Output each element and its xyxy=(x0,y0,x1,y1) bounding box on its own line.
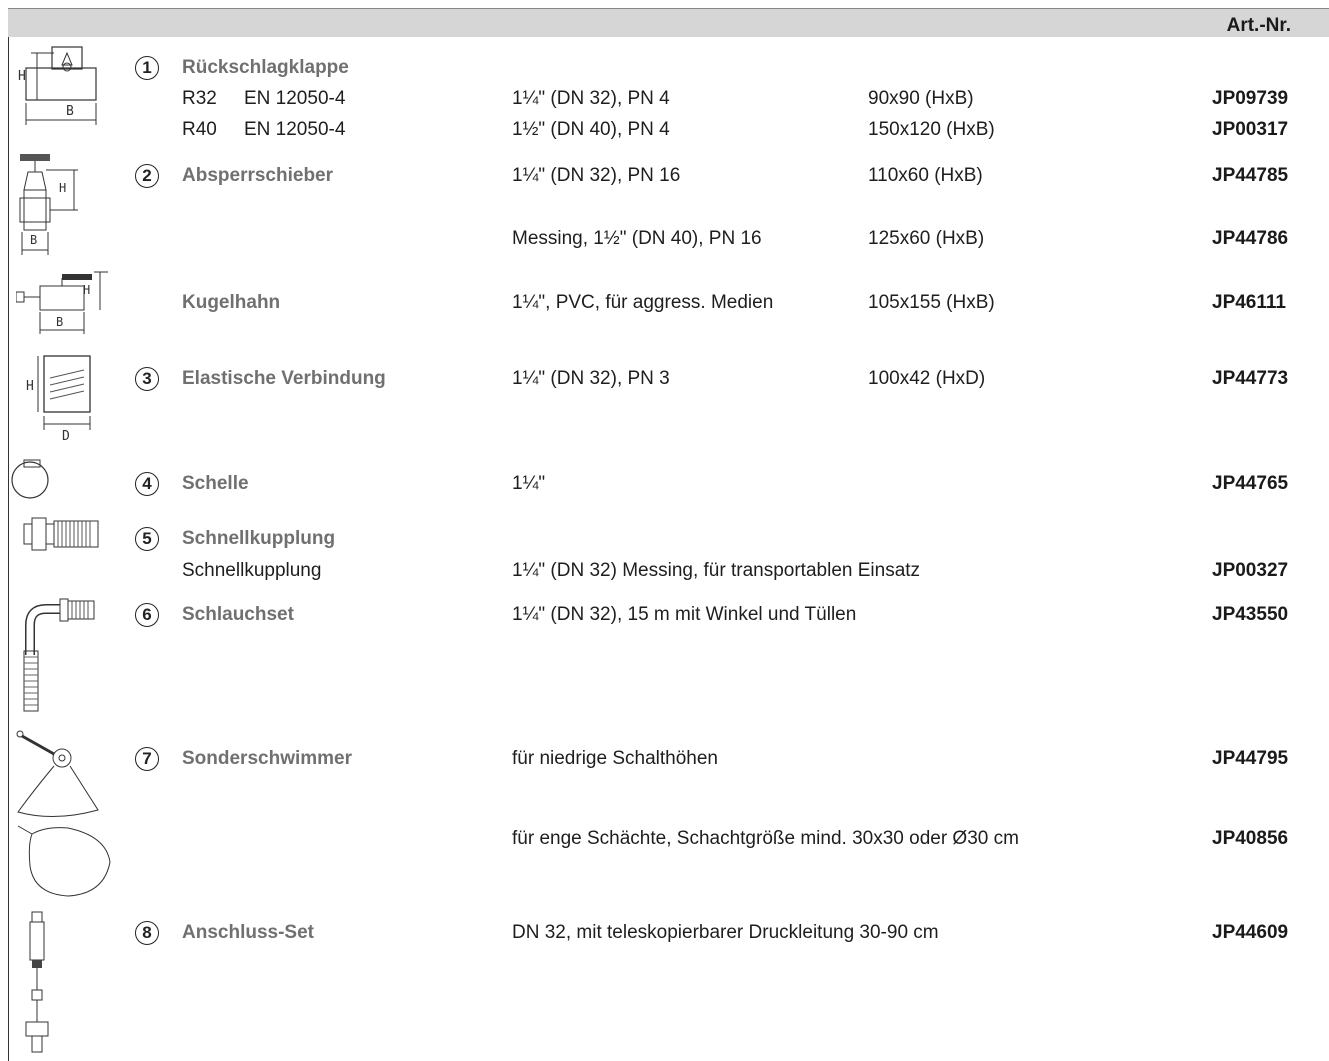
size-spec: DN 32, mit teleskopierbarer Druckleitung 30-90 cm xyxy=(512,922,939,943)
item-title: Schlauchset xyxy=(182,604,294,625)
size-spec: 1¼" (DN 32), 15 m mit Winkel und Tüllen xyxy=(512,604,857,625)
svg-text:H: H xyxy=(83,283,91,297)
dims-spec: 150x120 (HxB) xyxy=(868,119,995,140)
b-dim-label: B xyxy=(66,104,74,119)
size-spec: Messing, 1½" (DN 40), PN 16 xyxy=(512,228,762,249)
connection-set-drawing-icon xyxy=(22,910,58,1060)
item-title: Absperrschieber xyxy=(182,165,334,186)
article-number: JP00327 xyxy=(1212,560,1289,581)
size-spec: für enge Schächte, Schachtgröße mind. 30x30 oder Ø30 cm xyxy=(512,828,1019,849)
elastic-connection-drawing-icon xyxy=(22,352,102,442)
item-number-badge: 3 xyxy=(135,367,159,391)
item-number-badge: 2 xyxy=(135,164,159,188)
sub-model: R32 xyxy=(182,88,217,109)
item-title: Schelle xyxy=(182,473,249,494)
item-number-badge: 4 xyxy=(135,472,159,496)
sub-label: Schnellkupplung xyxy=(182,560,322,581)
article-number: JP46111 xyxy=(1212,292,1286,313)
item-number-badge: 1 xyxy=(135,56,159,80)
sub-standard: EN 12050-4 xyxy=(244,119,346,140)
size-spec: für niedrige Schalthöhen xyxy=(512,748,718,769)
dims-spec: 125x60 (HxB) xyxy=(868,228,985,249)
article-number: JP09739 xyxy=(1212,88,1289,109)
size-spec: 1¼", PVC, für aggress. Medien xyxy=(512,292,774,313)
svg-text:B: B xyxy=(30,233,38,247)
svg-text:B: B xyxy=(56,315,64,329)
dims-spec: 110x60 (HxB) xyxy=(868,165,983,186)
size-spec: 1¼" (DN 32), PN 4 xyxy=(512,88,670,109)
item-number-badge: 5 xyxy=(135,527,159,551)
article-number: JP44773 xyxy=(1212,368,1289,389)
article-number: JP44795 xyxy=(1212,748,1289,769)
article-number: JP44765 xyxy=(1212,473,1289,494)
article-number: JP43550 xyxy=(1212,604,1289,625)
item-number-badge: 6 xyxy=(135,603,159,627)
item-title: Sonderschwimmer xyxy=(182,748,352,769)
item-title: Kugelhahn xyxy=(182,292,281,313)
h-dim-label: H xyxy=(18,69,26,84)
article-number: JP00317 xyxy=(1212,119,1289,140)
hose-set-drawing-icon xyxy=(20,595,100,713)
item-title: Rückschlagklappe xyxy=(182,57,349,78)
float-switch-drawing-icon xyxy=(14,730,104,820)
size-spec: 1¼" xyxy=(512,473,546,494)
svg-text:H: H xyxy=(26,379,34,394)
item-title: Elastische Verbindung xyxy=(182,368,386,389)
article-number: JP44786 xyxy=(1212,228,1289,249)
svg-text:H: H xyxy=(59,181,67,195)
dims-spec: 105x155 (HxB) xyxy=(868,292,995,313)
article-number: JP44785 xyxy=(1212,165,1289,186)
dims-spec: 100x42 (HxD) xyxy=(868,368,986,389)
dims-spec: 90x90 (HxB) xyxy=(868,88,974,109)
table-header-bar xyxy=(8,8,1329,37)
svg-text:D: D xyxy=(62,429,70,442)
clamp-ring-drawing-icon xyxy=(8,456,56,500)
sub-model: R40 xyxy=(182,119,217,140)
round-float-drawing-icon xyxy=(16,822,114,902)
size-spec: 1½" (DN 40), PN 4 xyxy=(512,119,670,140)
gate-valve-drawing-icon xyxy=(16,150,86,260)
check-valve-drawing-icon xyxy=(14,45,114,125)
item-number-badge: 8 xyxy=(135,921,159,945)
item-number-badge: 7 xyxy=(135,747,159,771)
item-title: Schnellkupplung xyxy=(182,528,336,549)
quick-coupling-drawing-icon xyxy=(22,514,102,554)
article-number: JP44609 xyxy=(1212,922,1289,943)
item-title: Anschluss-Set xyxy=(182,922,314,943)
size-spec: 1¼" (DN 32), PN 16 xyxy=(512,165,681,186)
sub-standard: EN 12050-4 xyxy=(244,88,346,109)
art-nr-header: Art.-Nr. xyxy=(1226,15,1291,36)
size-spec: 1¼" (DN 32) Messing, für transportablen Einsatz xyxy=(512,560,921,581)
ball-valve-drawing-icon xyxy=(16,264,116,336)
article-number: JP40856 xyxy=(1212,828,1289,849)
size-spec: 1¼" (DN 32), PN 3 xyxy=(512,368,670,389)
left-border xyxy=(8,37,9,1061)
